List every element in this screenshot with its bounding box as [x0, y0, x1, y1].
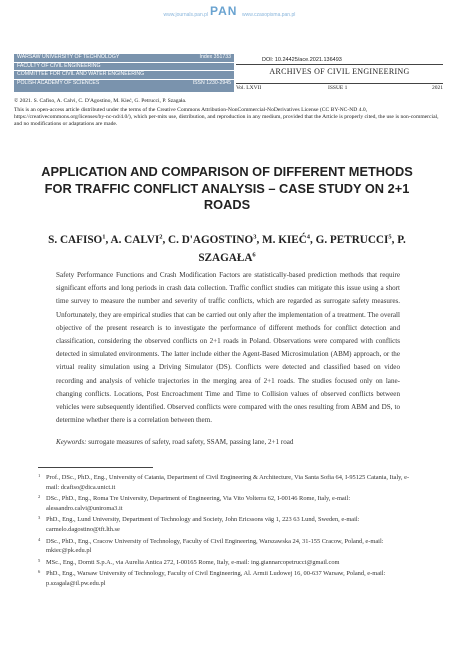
publisher-logo [150, 4, 310, 22]
header-divider-top [236, 64, 443, 65]
journal-title: ARCHIVES OF CIVIL ENGINEERING [269, 67, 410, 76]
info-row-committee: COMMITTEE FOR CIVIL AND WATER ENGINEERING [14, 71, 234, 80]
logo-pan-text: PAN [210, 4, 238, 18]
doi-link[interactable]: DOI: 10.24425/ace.2021.136493 [262, 57, 342, 63]
footnotes [38, 473, 418, 591]
logo-right-text: www.czasopisma.pan.pl [242, 12, 296, 18]
footnote: 6 PhD., Eng., Warsaw University of Technology, Faculty of Civil Engineering, Al. Armii Ludowej 16, 00-637 Warsaw, Poland, e-mail: p.szagala@il.pw.edu.pl [38, 569, 386, 587]
footnote-separator [38, 467, 153, 468]
copyright-line: © 2021. S. Cafiso, A. Calvi, C. D'Agostino, M. Kieć, G. Petrucci, P. Szagała. [14, 98, 187, 104]
info-row-academy: POLISH ACADEMY OF SCIENCES ISSN 1230-2945 [17, 79, 231, 86]
footnote: 1 Prof., DSc., PhD., Eng., University of Catania, Department of Civil Engineering & Architecture, Via Santa Sofia 64, I-95125 Catania, Italy, e-mail: dcafiso@dica.unict.it [38, 473, 410, 491]
issue: ISSUE 1 [328, 85, 348, 91]
footnote: 3 PhD., Eng., Lund University, Department of Technology and Society, John Ericssons väg 1, 223 63 Lund, Sweden, e-mail: carmelo.dagostino@tft.lth.se [38, 515, 360, 533]
footnote: 5 MSc., Eng., Dornti S.p.A., via Aurelia Antica 272, I-00165 Rome, Italy, e-mail: ing.giannarcopetrucci@gmail.com [38, 557, 340, 566]
author: P. SZAGAŁA$^6$ [198, 233, 406, 265]
author: A. CALVI$^2$ [110, 233, 163, 246]
author: M. KIEĆ$^4$ [262, 233, 311, 246]
author: G. PETRUCCI$^5$ [315, 233, 392, 246]
index-number: Index 351733 [199, 54, 231, 60]
issn-number: ISSN 1230-2945 [192, 79, 231, 86]
footnote: 2 DSc., PhD., Eng., Roma Tre University, Department of Engineering, Via Vito Volterra 62, I-00146 Rome, Italy, e-mail: alessandro.calvi@uniroma3.it [38, 494, 351, 512]
volume: Vol. LXVII [236, 85, 262, 91]
author-list: S. CAFISO$^1$, A. CALVI$^2$, C. D'AGOSTINO$^3$, M. KIEĆ$^4$, G. PETRUCCI$^5$, P. SZAGAŁA$^6$ [48, 233, 406, 265]
logo-left-text: www.journals.pan.pl [163, 12, 208, 18]
license-text: This is an open-access article distributed under the terms of the Creative Commons Attribution-NonCommercial-NoDerivatives License (CC BY-NC-ND 4.0, https://creativecommons.org/licenses/by-nc-nd/4.0/), which per-mits use, distribution, and reproduction in any medium, provided that the Article is properly cited, the use is non-commercial, and no modifications or adaptations are made. [14, 107, 439, 128]
abstract: Safety Performance Functions and Crash Modification Factors are statistically-based prediction methods that require significant efforts and long periods in crash data collection. Traffic conflict studies can mitigate this issue using a short time survey to measure the number and severity of traffic conflicts, which are regarded as surrogate safety measures. Unfortunately, they are empirical studies that can be carried out only after the implementation of a treatment. The overall objective of the present research is to investigate the performance of different methods for conflict detection and classification, considering the observed conflicts on 2+1 roads in Poland. Observations were compared with conflicts detected in simulated environments. The latter include either the Agent-Based Microsimulation (ABM) approach, or the virtual reality simulation using a Driving Simulator (DS). Conflicts were detected and classified based on video recording and analysis of vehicle trajectories in the merging area of 2+1 roads. The studies focused only on lane-changing conflicts. Locations, Post Encroachment Time and Time to Collision values of observed conflicts between vehicles were subsequently identified. Observed conflicts were compared with the ones resulting from ABM and DS, to determine whether there is a correlation between them. [56, 271, 400, 425]
header-divider-bottom [236, 83, 443, 84]
footnote: 4 DSc., PhD., Eng., Cracow University of Technology, Faculty of Civil Engineering, Warszawska 24, 31-155 Cracow, Poland, e-mail: mkiec@pk.edu.pl [38, 536, 384, 555]
info-row-faculty: FACULTY OF CIVIL ENGINEERING [14, 63, 234, 72]
author: S. CAFISO$^1$ [48, 233, 106, 246]
info-row-university: WARSAW UNIVERSITY OF TECHNOLOGY Index 351733 [14, 54, 234, 63]
year: 2021 [432, 85, 443, 91]
journal-info-block [14, 54, 234, 92]
author: C. D'AGOSTINO$^3$ [168, 233, 257, 246]
article-title: APPLICATION AND COMPARISON OF DIFFERENT METHODS FOR TRAFFIC CONFLICT ANALYSIS – CASE STUDY ON 2+1 ROADS [41, 164, 413, 212]
keywords [56, 438, 400, 446]
journal-header-right [236, 54, 443, 92]
keywords-label: Keywords: [56, 438, 87, 446]
keywords-list: surrogate measures of safety, road safety, SSAM, passing lane, 2+1 road [88, 438, 294, 446]
